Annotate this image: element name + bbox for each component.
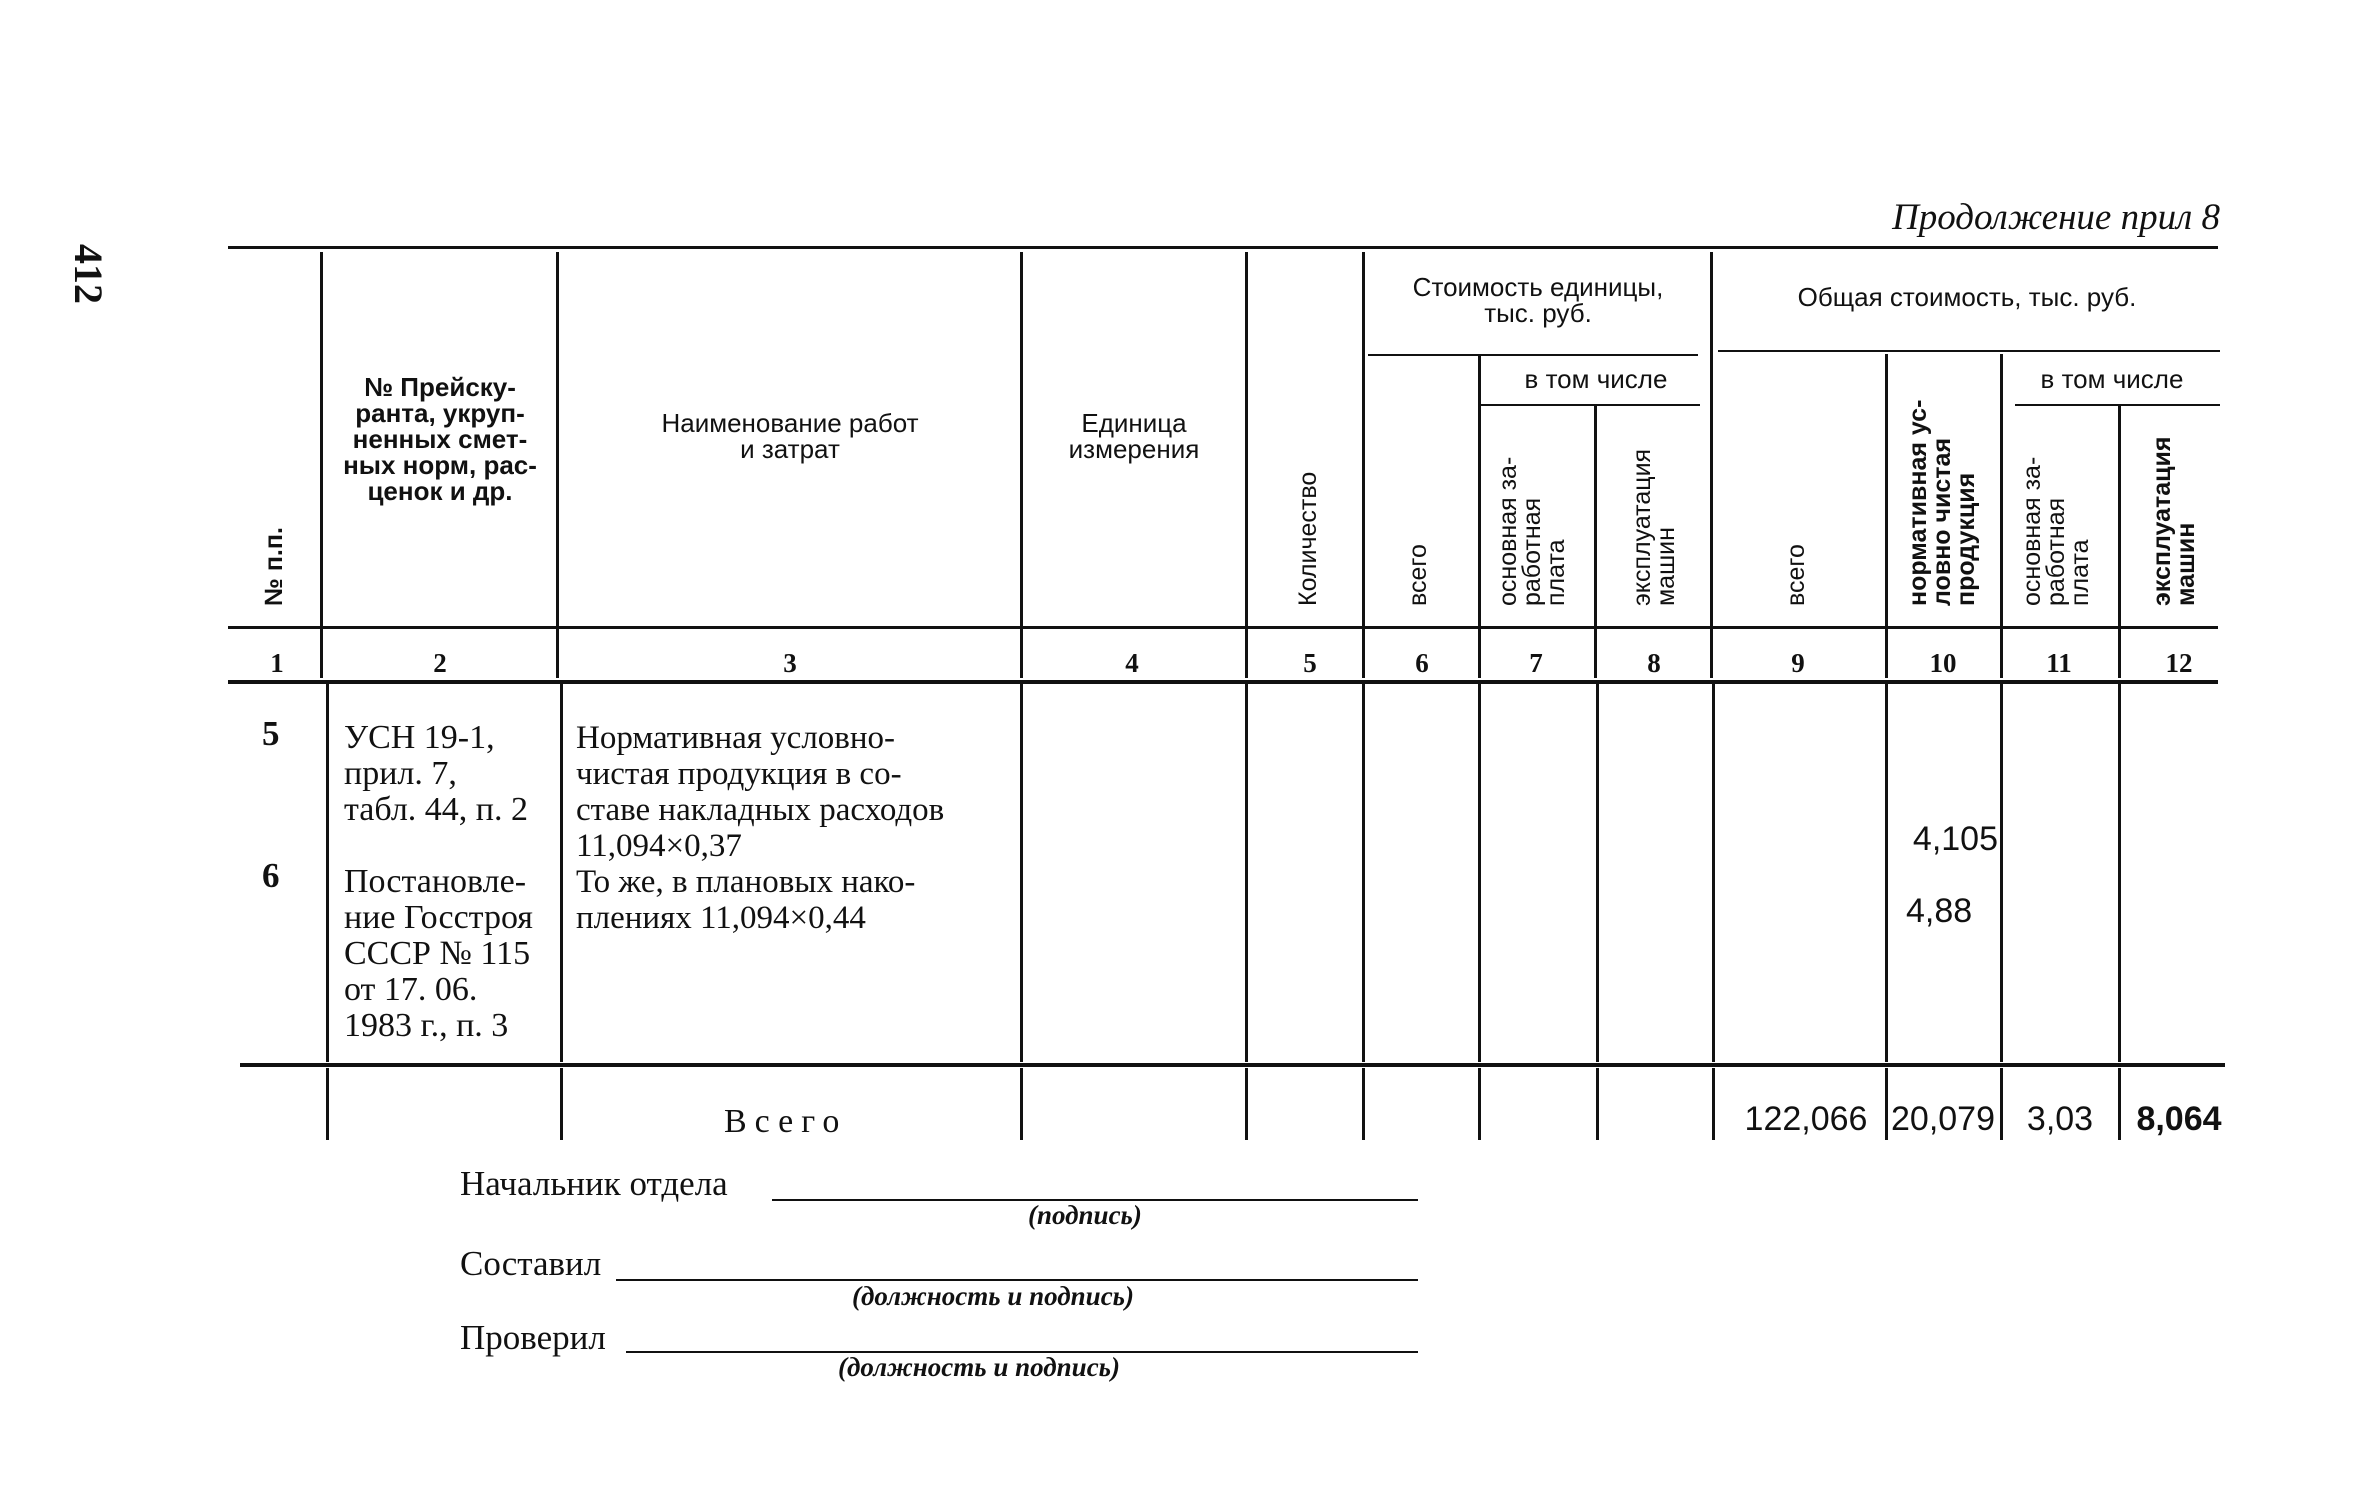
row-reference: Постановле- ние Госстроя СССР № 115 от 17. 06. 1983 г., п. 3 xyxy=(344,863,533,1044)
column-number: 7 xyxy=(1529,648,1543,678)
column-number: 5 xyxy=(1303,648,1317,678)
row-name: Нормативная условно- чистая продукция в со- ставе накладных расходов 11,094×0,37 xyxy=(576,720,945,864)
total-label: Всего xyxy=(724,1103,848,1140)
total-col10: 20,079 xyxy=(1891,1100,1995,1138)
signature-label: Начальник отдела xyxy=(460,1164,728,1203)
continuation-title: Продолжение прил 8 xyxy=(1892,197,2220,238)
signature-note: (должность и подпись) xyxy=(838,1352,1121,1382)
header-col2: № Прейску- ранта, укруп- ненных смет- ных норм, рас- ценок и др. xyxy=(343,372,537,506)
header-col5: Количество xyxy=(1294,471,1322,606)
column-number: 1 xyxy=(270,648,284,678)
row-col10-value: 4,105 xyxy=(1912,820,1998,858)
header-col7: основная за- работная плата xyxy=(1494,456,1570,606)
header-col4: Единица измерения xyxy=(1068,408,1200,464)
header-in-that-number-2: в том числе xyxy=(2040,364,2184,394)
column-number: 11 xyxy=(2046,648,2072,678)
header-col6: всего xyxy=(1404,544,1432,606)
header-unit-cost-group: Стоимость единицы, тыс. руб. xyxy=(1412,272,1664,328)
header-col12: эксплуатация машин xyxy=(2148,436,2200,606)
header-in-that-number: в том числе xyxy=(1524,364,1668,394)
column-number: 6 xyxy=(1415,648,1429,678)
column-number: 9 xyxy=(1791,648,1805,678)
header-total-cost-group: Общая стоимость, тыс. руб. xyxy=(1797,282,2137,312)
page-number: 412 xyxy=(66,244,111,304)
column-number: 10 xyxy=(1929,648,1957,678)
row-number: 6 xyxy=(262,856,280,895)
header-col11: основная за- работная плата xyxy=(2018,456,2094,606)
row-name: То же, в плановых нако- плениях 11,094×0,44 xyxy=(576,864,916,936)
column-number: 8 xyxy=(1647,648,1661,678)
column-number: 2 xyxy=(433,648,447,678)
header-col8: эксплуатация машин xyxy=(1628,448,1680,606)
column-number: 4 xyxy=(1125,648,1139,678)
total-col12: 8,064 xyxy=(2136,1100,2222,1138)
signature-note: (подпись) xyxy=(1028,1200,1142,1230)
column-number: 12 xyxy=(2165,648,2193,678)
header-col9: всего xyxy=(1782,544,1810,606)
row-reference: УСН 19-1, прил. 7, табл. 44, п. 2 xyxy=(344,719,528,828)
header-col3: Наименование работ и затрат xyxy=(661,408,919,464)
signature-label: Проверил xyxy=(460,1318,606,1357)
total-col11: 3,03 xyxy=(2026,1100,2094,1138)
row-number: 5 xyxy=(262,714,280,753)
signature-label: Составил xyxy=(460,1244,602,1283)
total-col9: 122,066 xyxy=(1744,1100,1868,1138)
row-col10-value: 4,88 xyxy=(1906,892,1973,930)
header-col10: нормативная ус- ловно чистая продукция xyxy=(1904,399,1980,606)
column-number: 3 xyxy=(783,648,797,678)
header-col1: № п.п. xyxy=(260,527,288,606)
signature-note: (должность и подпись) xyxy=(852,1281,1135,1311)
